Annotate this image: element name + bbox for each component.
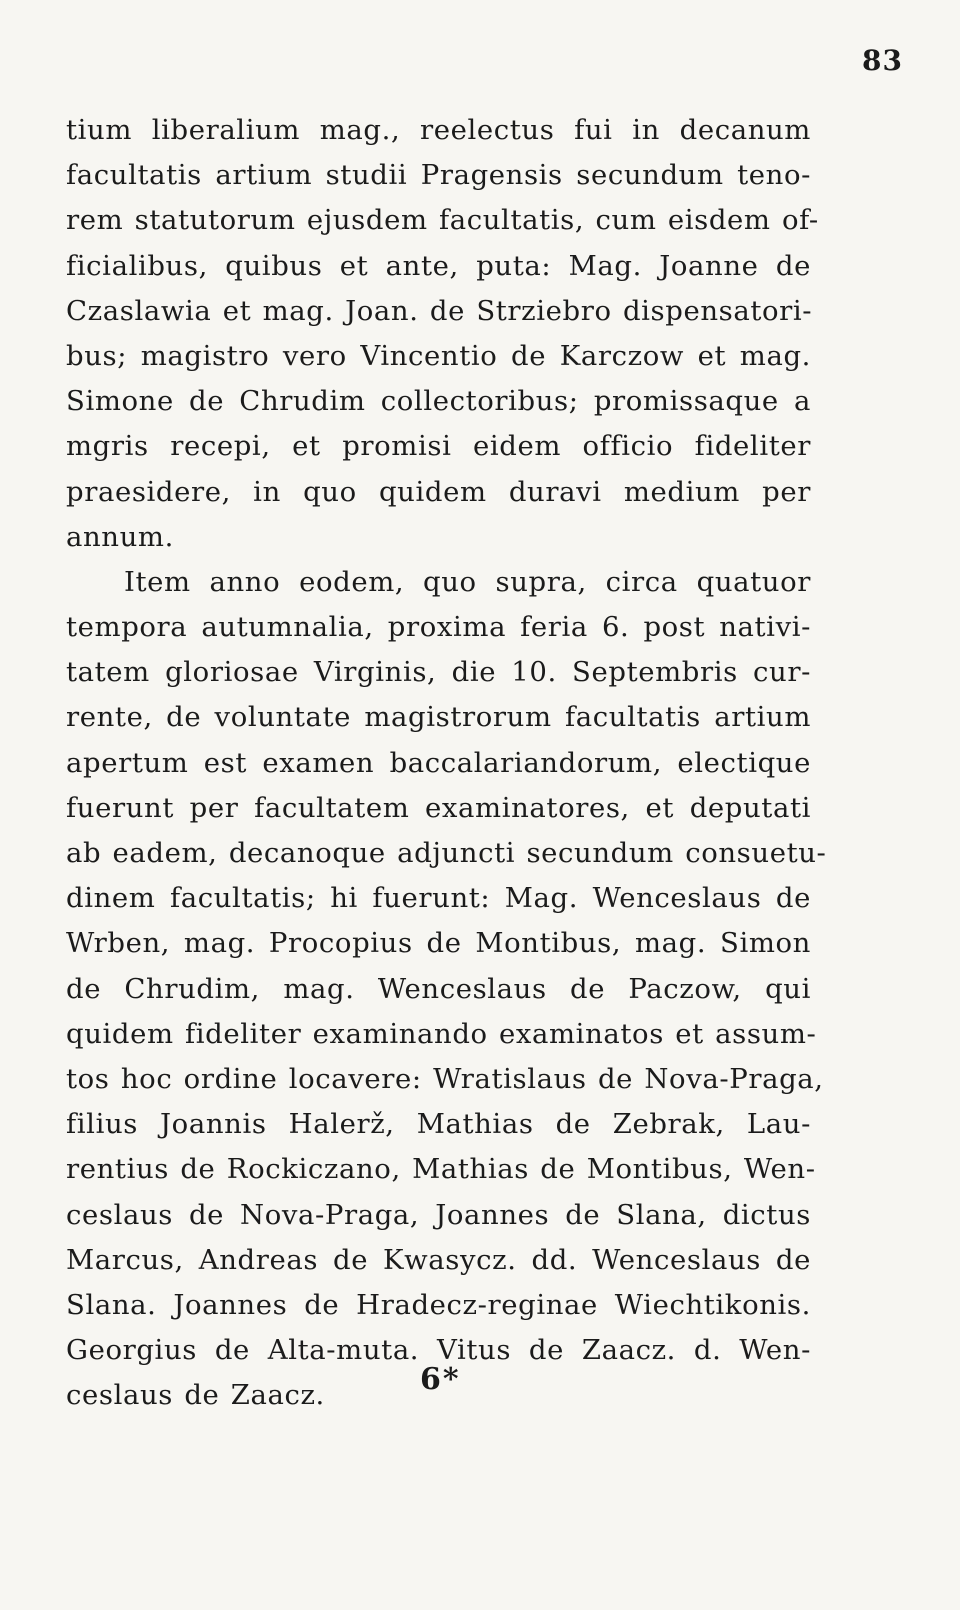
body-text (66, 108, 827, 1418)
text-line: tium liberalium mag., reelectus fui in decanum (66, 114, 811, 146)
text-line: Marcus, Andreas de Kwasycz. dd. Wenceslaus de (66, 1243, 811, 1276)
text-line: de Chrudim, mag. Wenceslaus de Paczow, qui (66, 972, 811, 1005)
text-line: ab eadem, decanoque adjuncti secundum consuetu- (66, 837, 827, 869)
text-line: tos hoc ordine locavere: Wratislaus de Nova-Praga, (66, 1062, 824, 1095)
text-line: fuerunt per facultatem examinatores, et deputati (66, 791, 811, 824)
signature-mark: 6* (420, 1362, 461, 1397)
text-line: facultatis artium studii Pragensis secundum teno- (66, 159, 811, 192)
text-line: ceslaus de Nova-Praga, Joannes de Slana, dictus (66, 1198, 811, 1231)
text-line: praesidere, in quo quidem duravi medium per (66, 475, 811, 508)
text-line: Georgius de Alta-muta. Vitus de Zaacz. d. Wen- (66, 1334, 811, 1367)
text-line: quidem fideliter examinando examinatos et assum- (66, 1017, 817, 1050)
text-line: rentius de Rockiczano, Mathias de Montibus, Wen- (66, 1153, 816, 1186)
text-line: dinem facultatis; hi fuerunt: Mag. Wenceslaus de (66, 882, 811, 915)
text-line: Simone de Chrudim collectoribus; promissaque a (66, 385, 811, 418)
text-line: Slana. Joannes de Hradecz-reginae Wiechtikonis. (66, 1288, 811, 1321)
text-line: mgris recepi, et promisi eidem officio fideliter (66, 430, 811, 463)
text-line: annum. (66, 520, 174, 553)
text-line: apertum est examen baccalariandorum, electique (66, 746, 811, 779)
text-line: bus; magistro vero Vincentio de Karczow et mag. (66, 339, 811, 372)
text-line: filius Joannis Halerž, Mathias de Zebrak, Lau- (66, 1108, 811, 1141)
text-line: ficialibus, quibus et ante, puta: Mag. Joanne de (66, 249, 811, 282)
text-line: rente, de voluntate magistrorum facultatis artium (66, 701, 811, 734)
text-line: tatem gloriosae Virginis, die 10. Septembris cur- (66, 656, 811, 689)
text-line: ceslaus de Zaacz. (66, 1379, 325, 1412)
text-line: Czaslawia et mag. Joan. de Strziebro dispensatori- (66, 294, 813, 327)
page-number: 83 (862, 44, 903, 77)
paragraph-start-line: Item anno eodem, quo supra, circa quatuor (124, 565, 811, 598)
text-line: tempora autumnalia, proxima feria 6. post nativi- (66, 611, 811, 644)
text-line: rem statutorum ejusdem facultatis, cum eisdem of- (66, 204, 819, 237)
text-line: Wrben, mag. Procopius de Montibus, mag. Simon (66, 927, 811, 960)
